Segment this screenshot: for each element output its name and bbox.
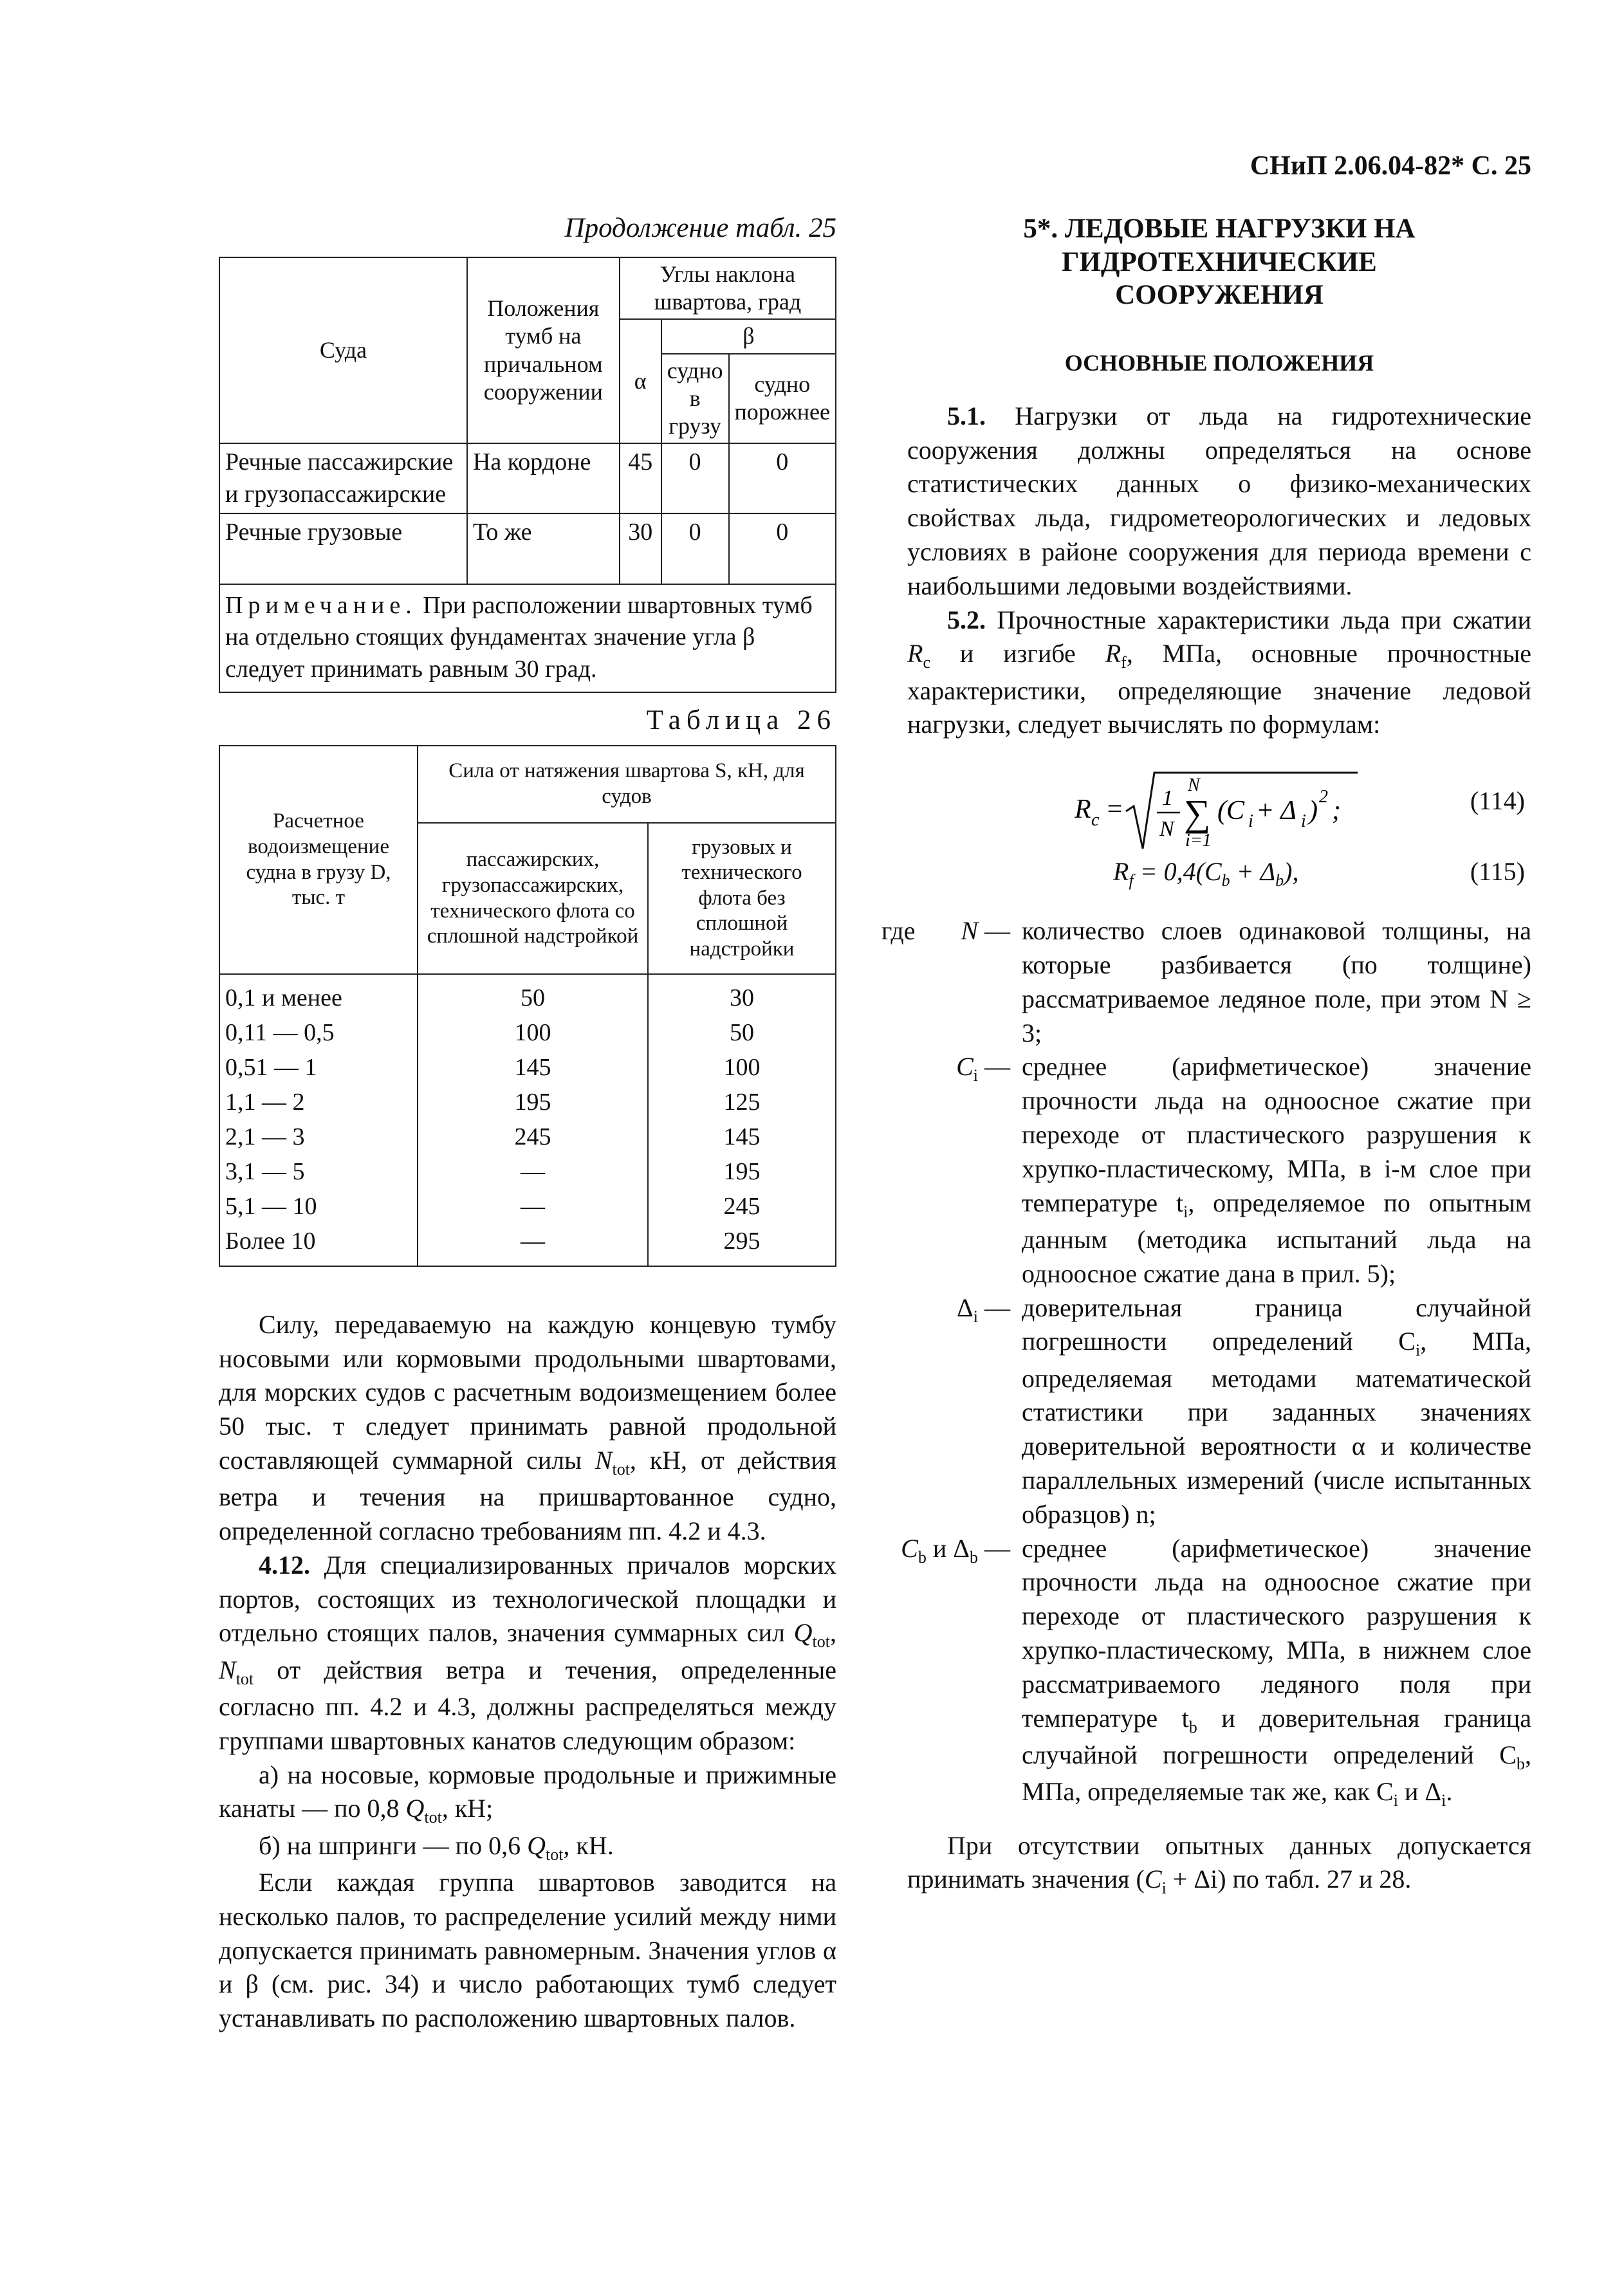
table-row	[219, 1155, 836, 1190]
cell-position: То же	[467, 513, 620, 584]
cell-cargo: 245	[648, 1190, 836, 1224]
th-displacement: Расчетное водоизмещение судна в грузу D, тыс. т	[219, 746, 418, 974]
cell-cargo: 145	[648, 1120, 836, 1155]
cell-cargo: 50	[648, 1016, 836, 1051]
note-text: При расположении швартовных тумб на отдельно стоящих фундаментах значение угла β следует принимать равным 30 град.	[225, 591, 813, 683]
definition-item: $C_i$ — среднее (арифметическое) значение прочности льда на одноосное сжатие при переходе от пластического разрушения к хрупко-пластическому, МПа, в i-м слое при температуре $t_i$, определяемое по опытным данным (методика испытаний льда на одноосное сжатие дана в прил. 5);	[956, 1052, 1532, 1288]
svg-text:N: N	[1188, 775, 1200, 796]
list-item-a: а) на носовые, кормовые продольные и прижимные канаты — по 0,8 $Q_{tot}$, кН;	[219, 1760, 836, 1827]
th-force: Сила от натяжения швартова S, кН, для судов	[418, 746, 836, 823]
svg-text:1: 1	[1162, 786, 1173, 811]
cell-passenger: 100	[418, 1016, 648, 1051]
cell-passenger: —	[418, 1155, 648, 1190]
cell-ships: Речные грузовые	[219, 513, 467, 584]
cell-passenger: —	[418, 1190, 648, 1224]
th-position: Положения тумб на причальном сооружении	[467, 257, 620, 443]
cell-displacement: 1,1 — 2	[219, 1085, 418, 1120]
cell-cargo: 125	[648, 1085, 836, 1120]
cell-displacement: Более 10	[219, 1224, 418, 1266]
svg-text:+ Δ: + Δ	[1256, 796, 1296, 826]
table-row	[219, 1224, 836, 1266]
paragraph-5-1: 5.1. Нагрузки от льда на гидротехнические сооружения должны определяться на основе статистических данных о физико-механических свойствах льда, гидрометеорологических и ледовых условиях в районе сооружения для периода времени с наибольшими ледовыми воздействиями.	[907, 401, 1531, 600]
cell-displacement: 5,1 — 10	[219, 1190, 418, 1224]
th-passenger: пассажирских, грузопассажирских, технического флота со сплошной надстройкой	[418, 823, 648, 974]
svg-text:N: N	[1159, 817, 1174, 842]
th-cargo: грузовых и технического флота без сплошной надстройки	[648, 823, 836, 974]
svg-text:i: i	[1301, 811, 1306, 832]
formula-114-number: (114)	[1470, 786, 1525, 816]
svg-text:=: =	[1105, 795, 1124, 825]
paragraph-distribution: Если каждая группа швартовов заводится на несколько палов, то распределение усилий между ними допускается принимать равномерным. Значения углов α и β (см. рис. 34) и число работающих тумб следует устанавливать по расположению швартовных палов.	[219, 1868, 836, 2033]
section-title: 5*. ЛЕДОВЫЕ НАГРУЗКИ НА ГИДРОТЕХНИЧЕСКИЕ СООРУЖЕНИЯ	[1023, 214, 1416, 311]
cell-alpha: 30	[620, 513, 661, 584]
table26-label: Таблица 26	[646, 705, 836, 736]
table-25	[219, 257, 836, 693]
page-header: СНиП 2.06.04-82* С. 25	[1250, 151, 1531, 181]
cell-passenger: 145	[418, 1051, 648, 1085]
cell-cargo: 195	[648, 1155, 836, 1190]
th-empty: судно порожнее	[729, 354, 836, 444]
paragraph-end-bollard: Силу, передаваемую на каждую концевую тумбу носовыми или кормовыми продольными швартовами, для морских судов с расчетным водоизмещением более 50 тыс. т следует принимать равной продольной составляющей суммарной силы $N_{tot}$, кН, от действия ветра и течения на пришвартованное судно, определенной согласно требованиям пп. 4.2 и 4.3.	[219, 1309, 836, 1545]
subsection-heading: ОСНОВНЫЕ ПОЛОЖЕНИЯ	[1064, 349, 1374, 376]
table-row	[219, 513, 836, 584]
where-label: где	[881, 916, 916, 946]
svg-text:i=1: i=1	[1185, 831, 1212, 851]
table-26	[219, 745, 836, 1267]
cell-passenger: 245	[418, 1120, 648, 1155]
formula-115-number: (115)	[1470, 857, 1525, 887]
cell-displacement: 0,11 — 0,5	[219, 1016, 418, 1051]
th-alpha: α	[620, 319, 661, 443]
paragraph-no-data: При отсутствии опытных данных допускается принимать значения $(C_i + \Delta i)$ по табл. 27 и 28.	[907, 1830, 1531, 1898]
definition-item: $C_b$ и $\Delta_b$ — среднее (арифметическое) значение прочности льда на одноосное сжатие при переходе от пластического разрушения к хрупко-пластическому, МПа, в нижнем слое рассматриваемого ледяного поля при температуре $t_b$ и доверительная граница случайной погрешности определений $C_b$, МПа, определяемые так же, как $C_i$ и $\Delta_i$.	[901, 1533, 1531, 1810]
table-row	[219, 1190, 836, 1224]
note-label: Примечание.	[225, 591, 417, 619]
cell-loaded: 0	[661, 443, 729, 513]
cell-loaded: 0	[661, 513, 729, 584]
th-loaded: судно в грузу	[661, 354, 729, 444]
definitions-list	[881, 914, 1531, 1812]
cell-displacement: 2,1 — 3	[219, 1120, 418, 1155]
formula-114	[907, 766, 1531, 856]
formula-114-math	[1075, 766, 1409, 856]
table25-caption: Продолжение табл. 25	[564, 213, 836, 243]
svg-text:): )	[1309, 796, 1318, 826]
cell-empty: 0	[729, 443, 836, 513]
cell-empty: 0	[729, 513, 836, 584]
svg-text:i: i	[1248, 811, 1253, 832]
table-row	[219, 974, 836, 1016]
table-row	[219, 1016, 836, 1051]
cell-cargo: 30	[648, 974, 836, 1016]
th-beta: β	[661, 319, 836, 353]
cell-ships: Речные пассажирские и грузопассажирские	[219, 443, 467, 513]
svg-text:;: ;	[1332, 796, 1341, 826]
right-column	[881, 212, 1532, 1900]
cell-displacement: 0,1 и менее	[219, 974, 418, 1016]
th-angles: Углы наклона швартова, град	[620, 257, 836, 319]
paragraph-4-12: 4.12. Для специализированных причалов морских портов, состоящих из технологической площадки и отдельно стоящих палов, значения суммарных сил $Q_{tot}$, $N_{tot}$ от действия ветра и течения, определенные согласно пп. 4.2 и 4.3, должны распределяться между группами швартовных канатов следующим образом:	[219, 1550, 836, 1755]
cell-cargo: 100	[648, 1051, 836, 1085]
svg-text:R: R	[1075, 795, 1091, 825]
cell-passenger: —	[418, 1224, 648, 1266]
svg-text:2: 2	[1319, 787, 1328, 807]
cell-alpha: 45	[620, 443, 661, 513]
table-row	[219, 1051, 836, 1085]
table25-note	[219, 584, 836, 692]
definition-item: где N — количество слоев одинаковой толщины, на которые разбивается (по толщине) рассматриваемое ледяное поле, при этом N ≥ 3;	[881, 914, 1531, 1050]
cell-displacement: 0,51 — 1	[219, 1051, 418, 1085]
svg-text:(C: (C	[1217, 796, 1244, 826]
cell-position: На кордоне	[467, 443, 620, 513]
table-row	[219, 443, 836, 513]
svg-text:c: c	[1091, 810, 1100, 831]
paragraph-5-2: 5.2. Прочностные характеристики льда при сжатии $R_c$ и изгибе $R_f$, МПа, основные прочностные характеристики, определяющие значение ледовой нагрузки, следует вычислять по формулам:	[907, 605, 1531, 739]
left-column	[219, 212, 836, 2036]
table-row	[219, 1120, 836, 1155]
list-item-b: б) на шпринги — по 0,6 $Q_{tot}$, кН.	[259, 1830, 614, 1864]
table-row	[219, 1085, 836, 1120]
cell-passenger: 50	[418, 974, 648, 1016]
th-ships: Суда	[219, 257, 467, 443]
cell-displacement: 3,1 — 5	[219, 1155, 418, 1190]
sum-sign: ∑	[1184, 792, 1211, 834]
cell-passenger: 195	[418, 1085, 648, 1120]
formula-115: $R_f = 0,4(C_b + \Delta_b)$, (115)	[1113, 857, 1525, 890]
definition-item: $\Delta_i$ — доверительная граница случайной погрешности определений $C_i$, МПа, определяемая методами математической статистики при заданных значениях доверительной вероятности α и количестве параллельных измерений (числе испытанных образцов) n;	[957, 1293, 1531, 1529]
cell-cargo: 295	[648, 1224, 836, 1266]
